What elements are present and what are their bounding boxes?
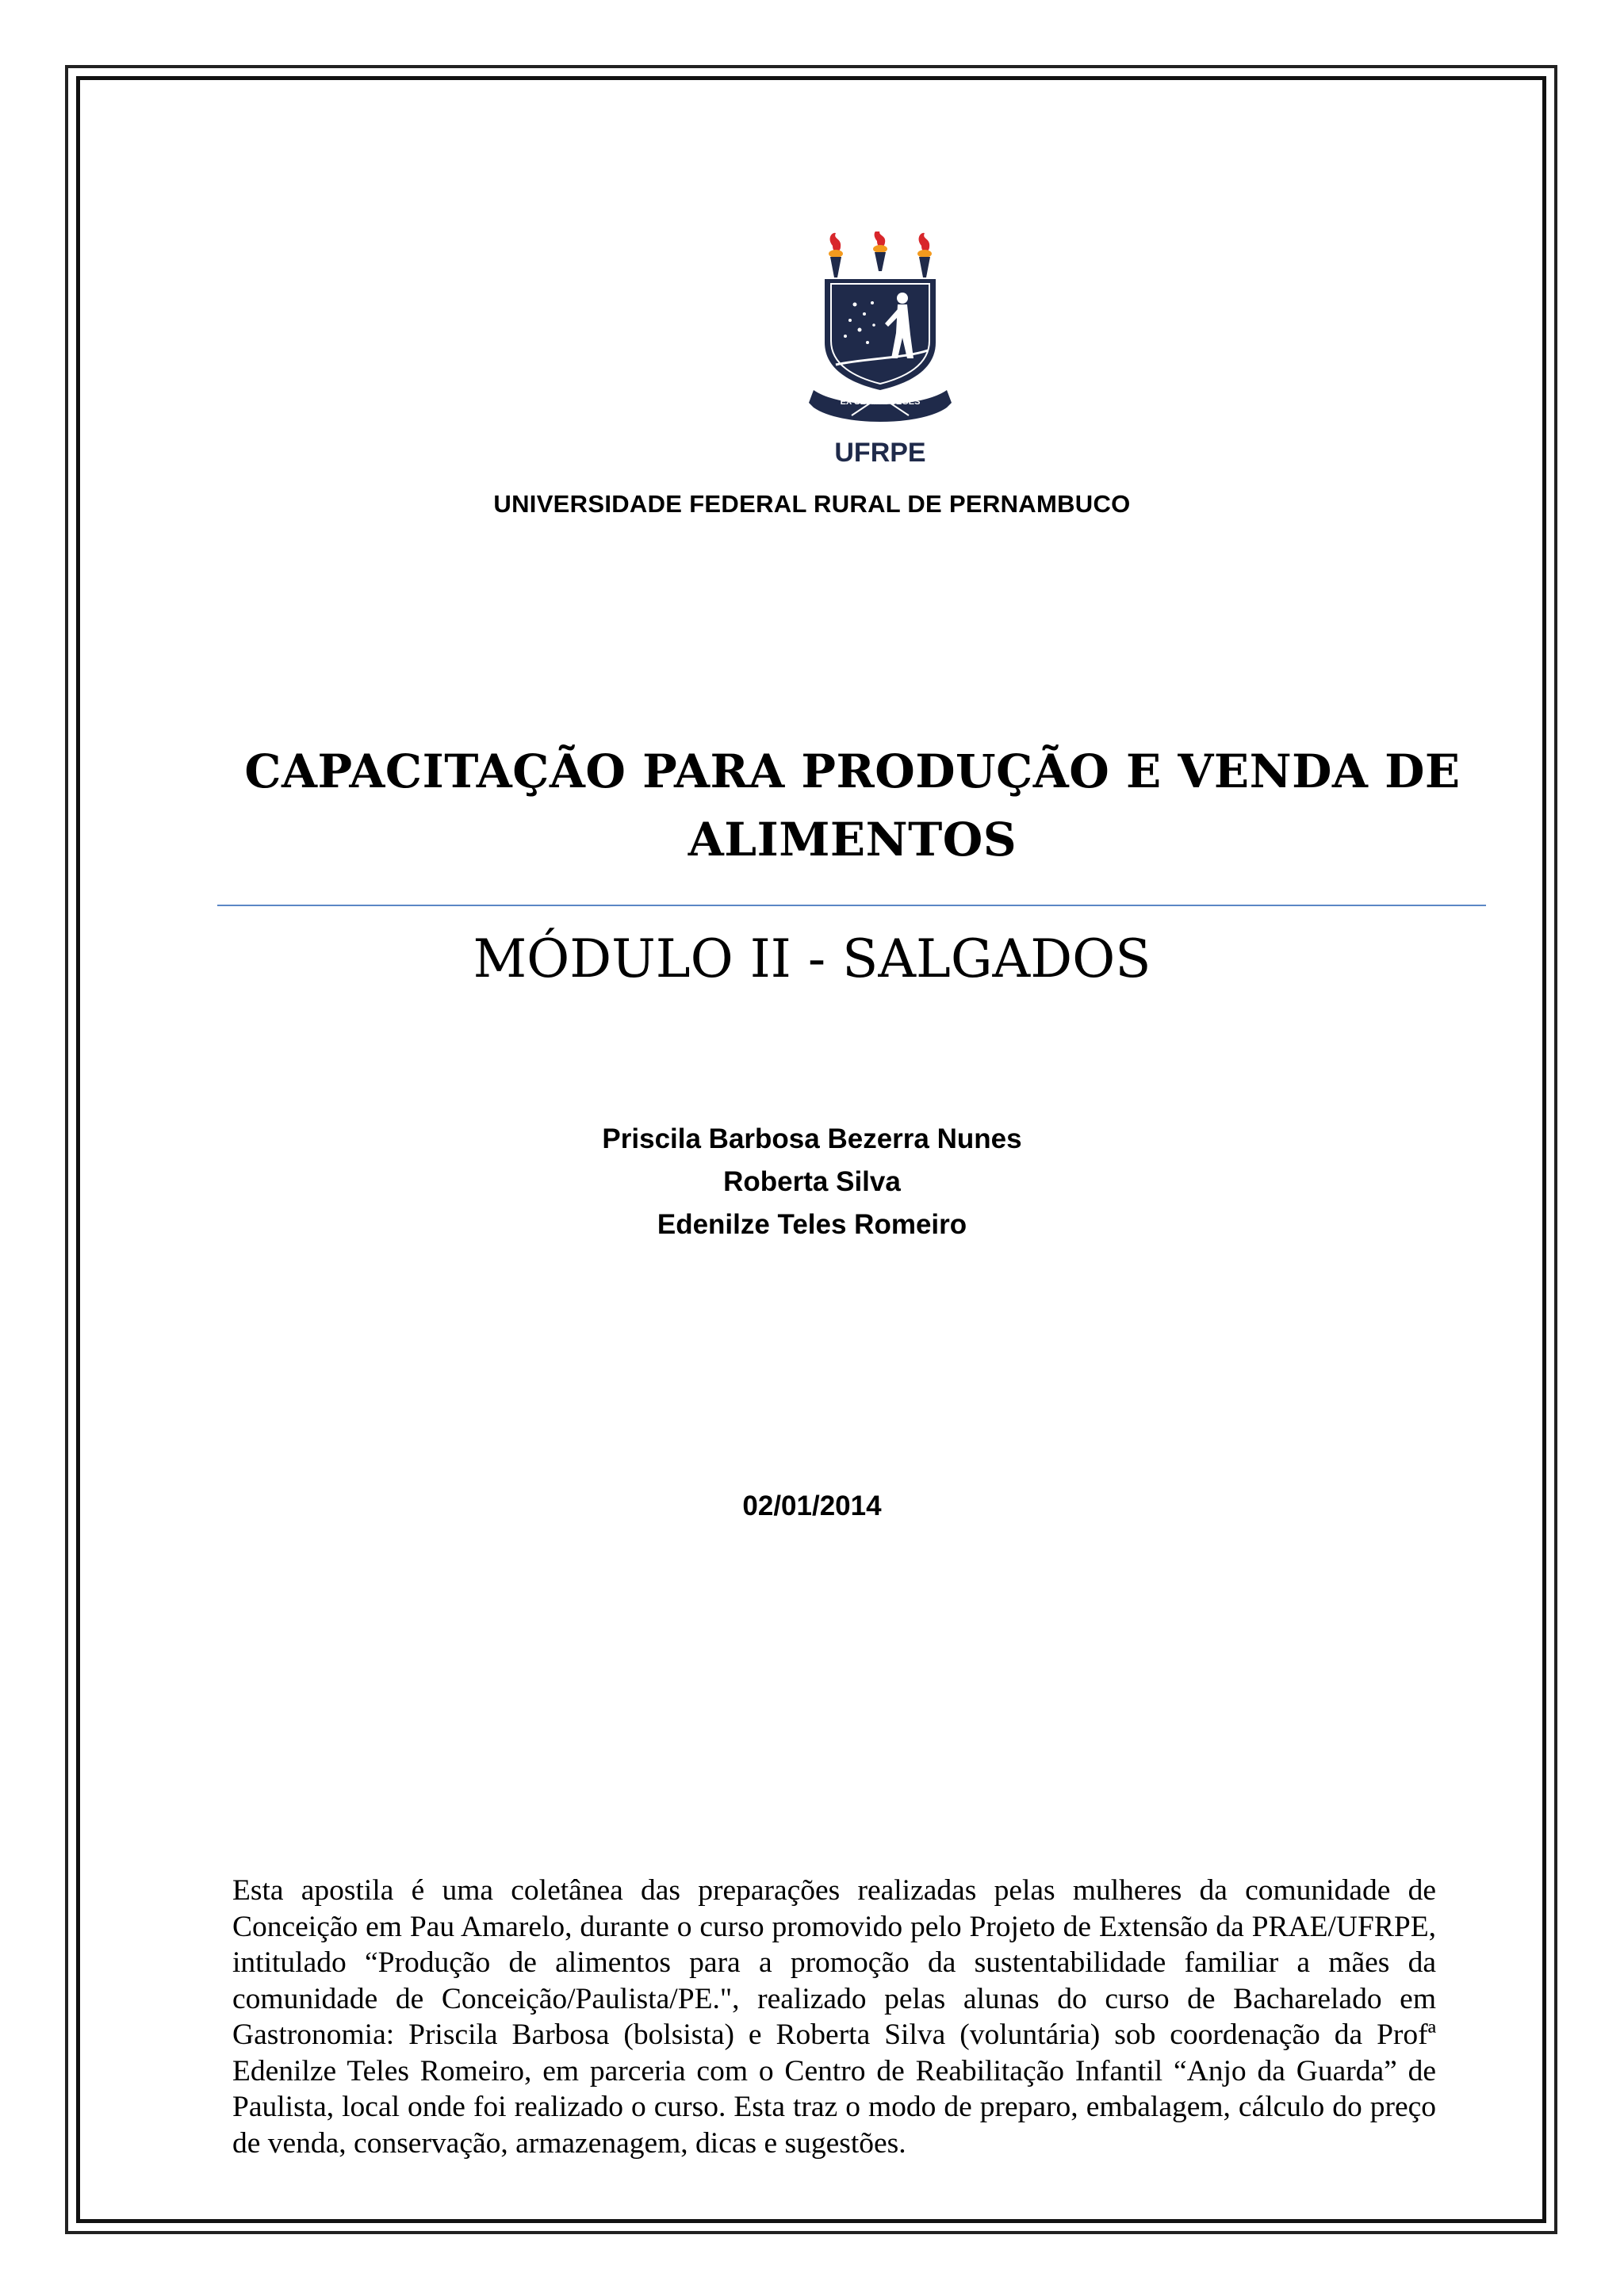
author-name: Priscila Barbosa Bezerra Nunes: [602, 1123, 1022, 1154]
title-line-1: CAPACITAÇÃO PARA PRODUÇÃO E VENDA DE: [244, 744, 1461, 798]
title-line-2: ALIMENTOS: [688, 813, 1017, 867]
author-list: [0, 1118, 1624, 1246]
shield-icon: [825, 279, 936, 390]
document-date: 02/01/2014: [742, 1490, 882, 1521]
ufrpe-logo: [809, 232, 952, 474]
author-name: Edenilze Teles Romeiro: [657, 1209, 967, 1240]
logo-motto: EX SEMINE SEGES: [840, 397, 921, 407]
torch-icon-center: [873, 232, 887, 271]
logo-acronym: UFRPE: [834, 438, 926, 468]
torch-icon-left: [829, 233, 843, 277]
university-name: UNIVERSIDADE FEDERAL RURAL DE PERNAMBUCO: [493, 490, 1131, 518]
torch-icon-right: [917, 233, 932, 277]
author-name: Roberta Silva: [723, 1166, 901, 1197]
document-subtitle: MÓDULO II - SALGADOS: [473, 928, 1151, 989]
title-divider: [217, 905, 1486, 906]
document-title: [222, 737, 1483, 874]
abstract-paragraph: Esta apostila é uma coletânea das preparações realizadas pelas mulheres da comunidade de Conceição em Pau Amarelo, durante o curso promovido pelo Projeto de Extensão da PRAE/UFRPE, intitulado “Produção de alimentos para a promoção da sustentabilidade familiar a mães da comunidade de Conceição/Paulista/PE.", realizado pelas alunas do curso de Bacharelado em Gastronomia: Priscila Barbosa (bolsista) e Roberta Silva (voluntária) sob coordenação da Profª Edenilze Teles Romeiro, em parceria com o Centro de Reabilitação Infantil “Anjo da Guarda” de Paulista, local onde foi realizado o curso. Esta traz o modo de preparo, embalagem, cálculo do preço de venda, conservação, armazenagem, dicas e sugestões.: [232, 1874, 1436, 2160]
